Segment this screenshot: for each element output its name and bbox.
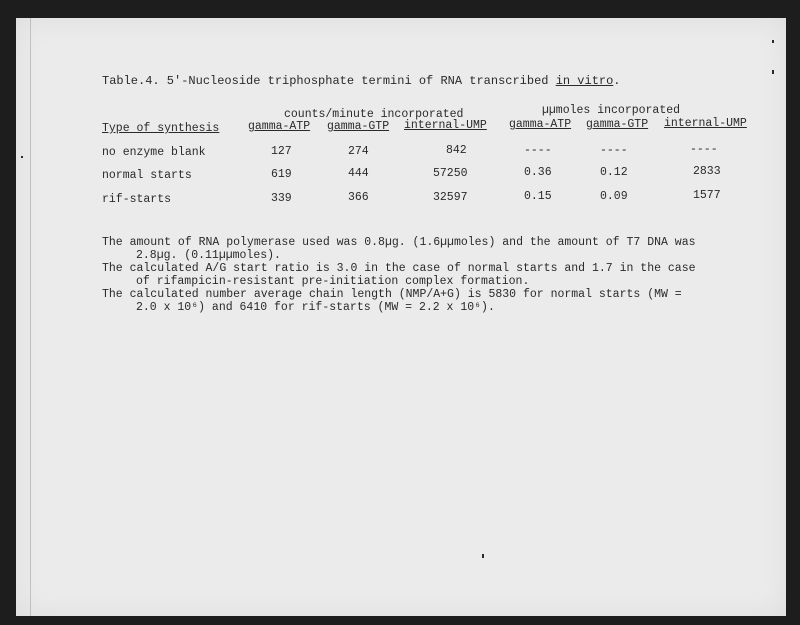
note-line: The amount of RNA polymerase used was 0.8µg. (1.6µµmoles) and the amount of T7 DNA was [102,236,696,249]
document-page [16,18,786,616]
group-header-counts: counts/minute incorporated [284,108,464,121]
column-header-umoles-ump: internal-UMP [664,117,747,130]
page-speck [21,156,23,158]
note-start-ratio [102,262,696,288]
table-cell: 842 [446,144,467,157]
note-line: 2.0 x 10⁶) and 6410 for rif-starts (MW = 2.2 x 10⁶). [136,301,495,314]
row-label: no enzyme blank [102,146,206,159]
column-header-type: Type of synthesis [102,122,220,135]
column-header-counts-ump: internal-UMP [404,119,487,132]
table-cell: 127 [271,145,292,158]
row-label: rif-starts [102,193,172,206]
title-suffix: . [613,74,621,88]
table-cell: 444 [348,167,369,180]
row-label: normal starts [102,169,192,182]
table-cell: ---- [524,144,552,157]
table-cell: 0.09 [600,190,628,203]
note-line: The calculated A/G start ratio is 3.0 in the case of normal starts and 1.7 in the case [102,262,696,275]
note-chain-length [102,288,682,314]
table-cell: 32597 [433,191,468,204]
table-cell: 339 [271,192,292,205]
group-header-umoles: µµmoles incorporated [542,104,681,117]
table-cell: 57250 [433,167,468,180]
table-cell: 0.15 [524,190,552,203]
table-cell: 1577 [693,189,721,202]
table-cell: 619 [271,168,292,181]
table-cell: 0.12 [600,166,628,179]
page-speck [772,40,774,43]
note-line: of rifampicin-resistant pre-initiation complex formation. [136,275,530,288]
table-cell: 2833 [693,165,721,178]
table-cell: 0.36 [524,166,552,179]
table-cell: ---- [690,143,718,156]
note-line: The calculated number average chain length (NMP/A+G) is 5830 for normal starts (MW = [102,288,682,301]
column-header-umoles-atp: gamma-ATP [509,118,572,131]
column-header-counts-atp: gamma-ATP [248,120,311,133]
column-header-counts-gtp: gamma-GTP [327,120,390,133]
note-polymerase-amount [102,236,696,262]
column-header-umoles-gtp: gamma-GTP [586,118,649,131]
page-speck [482,554,484,558]
title-prefix: Table.4. 5'-Nucleoside triphosphate termini of RNA transcribed [102,74,556,88]
table-cell: 366 [348,191,369,204]
page-speck [772,70,774,74]
note-line: 2.8µg. (0.11µµmoles). [136,249,281,262]
table-title [102,74,621,88]
table-cell: 274 [348,145,369,158]
table-cell: ---- [600,144,628,157]
title-emphasis: in vitro [555,74,614,88]
